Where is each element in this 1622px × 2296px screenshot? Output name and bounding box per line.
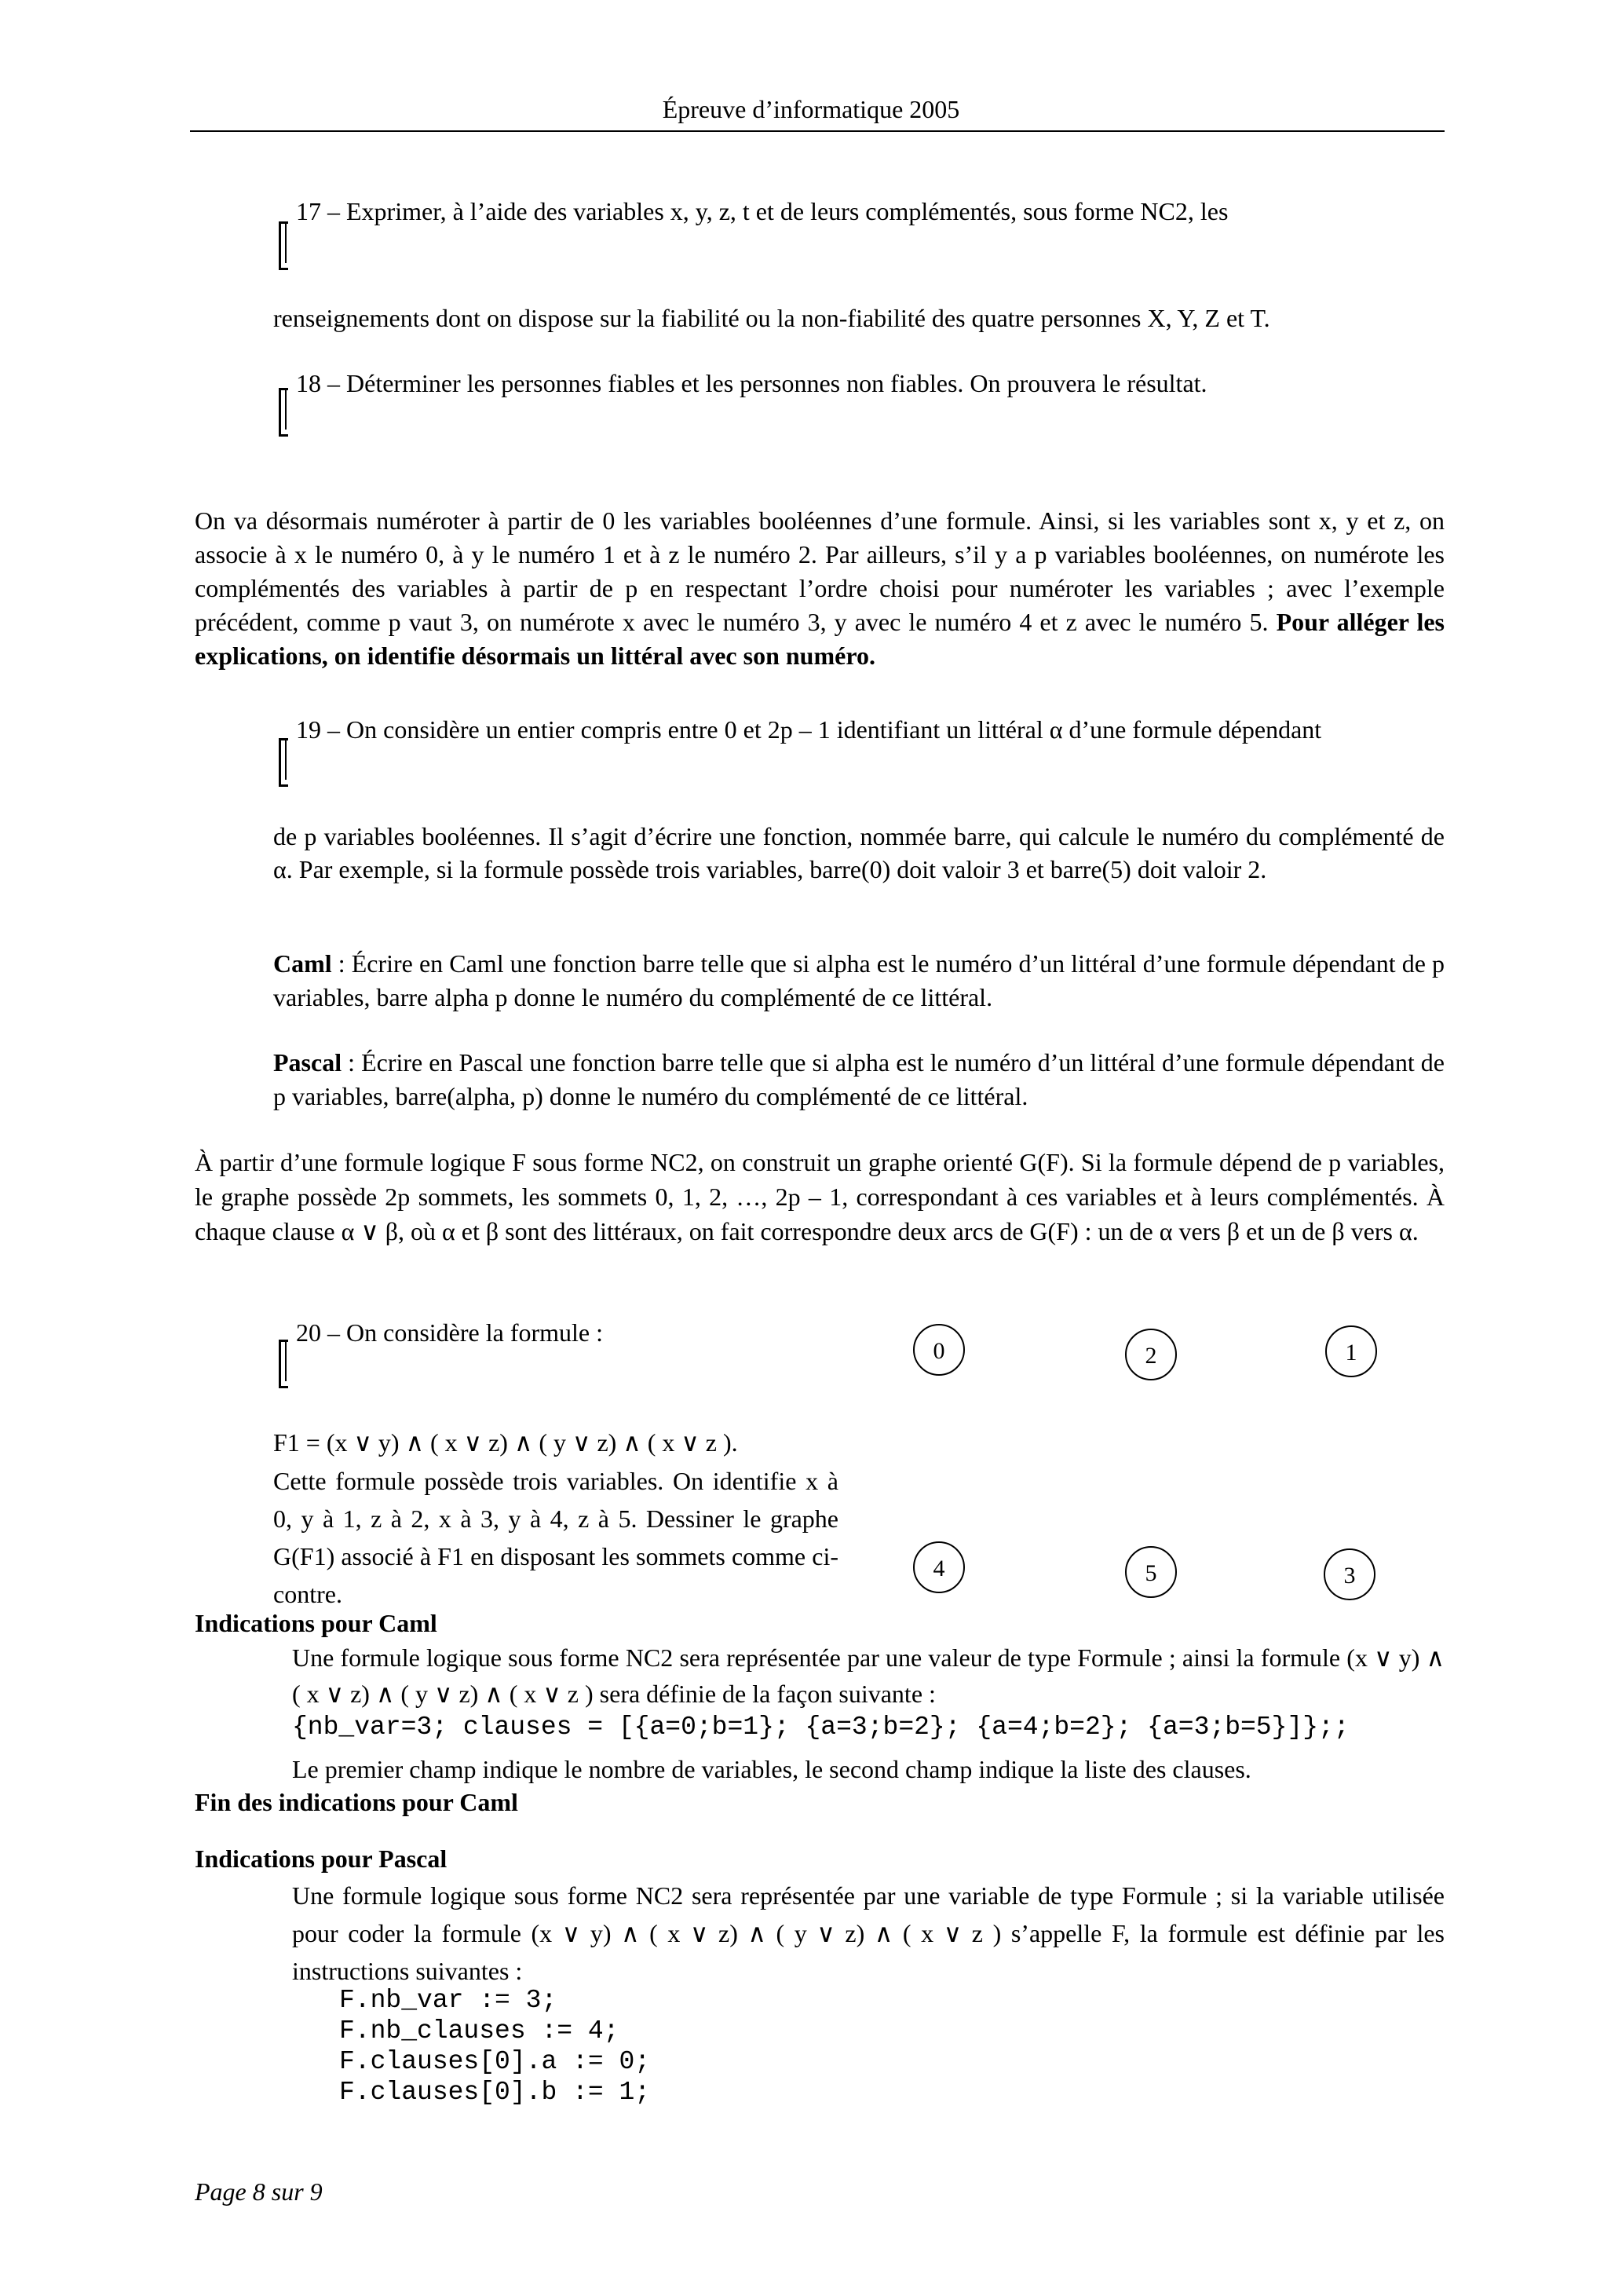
- page-header-title: Épreuve d’informatique 2005: [662, 95, 960, 123]
- pascal-code-line: F.nb_clauses := 4;: [339, 2016, 619, 2046]
- q20-lead: 20 – On considère la formule :: [296, 1318, 603, 1347]
- caml-indications-title: Indications pour Caml: [195, 1609, 437, 1637]
- intro-paragraph: [195, 504, 1445, 673]
- pascal-code-line: F.clauses[0].b := 1;: [339, 2078, 651, 2107]
- caml-indications-end: Fin des indications pour Caml: [195, 1788, 518, 1816]
- intro-text-end: z avec le numéro 5.: [1065, 608, 1269, 636]
- question-marker-icon: [279, 738, 288, 787]
- q18-text: 18 – Déterminer les personnes fiables et les personnes non fiables. On prouvera le résultat.: [296, 369, 1207, 397]
- caml-text: : Écrire en Caml une fonction barre telle que si alpha est le numéro d’un littéral d’une formule dépendant de p variables, barre alpha p donne le numéro du complémenté de ce littéral.: [273, 949, 1445, 1011]
- pascal-label: Pascal: [273, 1048, 342, 1077]
- q19-caml: [273, 947, 1445, 1015]
- header-rule: [190, 130, 1445, 132]
- question-marker-icon: [279, 1340, 288, 1388]
- page-footer: Page 8 sur 9: [195, 2177, 323, 2206]
- q20-formula: F1 = (x ∨ y) ∧ ( x ∨ z) ∧ ( y ∨ z) ∧ ( x ∨ z ).: [273, 1428, 738, 1457]
- intro-text: On va désormais numéroter à partir de 0 les variables booléennes d’une formule. Ainsi, si les variables sont x, y et z, on associe à x le numéro 0, à y le numéro 1 et à z le numéro 2. Par ailleurs, s’il y a p variables booléennes, on numérote les complémentés des variables à partir de p en respectant l’ordre choisi pour numéroter les variables ; avec l’exemple précédent, comme p vaut 3, on numérote x avec le numéro 3, y avec le numéro 4 et: [195, 506, 1445, 636]
- question-marker-icon: [279, 221, 288, 270]
- pascal-text: : Écrire en Pascal une fonction barre telle que si alpha est le numéro d’un littéral d’une formule dépendant de p variables, barre(alpha, p) donne le numéro du complémenté de ce littéral.: [273, 1048, 1445, 1110]
- pascal-code-line: F.clauses[0].a := 0;: [339, 2047, 651, 2076]
- q19-continuation: de p variables booléennes. Il s’agit d’écrire une fonction, nommée barre, qui calcule le numéro du complémenté de α. Par exemple, si la formule possède trois variables, barre(0) doit valoir 3 et barre(5) doit valoir 2.: [273, 822, 1445, 883]
- q17-continuation: renseignements dont on dispose sur la fiabilité ou la non-fiabilité des quatre personnes X, Y, Z et T.: [273, 304, 1270, 332]
- q20-text: Cette formule possède trois variables. On identifie x à 0, y à 1, z à 2, x à 3, y à 4, z à 5. Dessiner le graphe G(F1) associé à F1 en disposant les sommets comme ci-contre.: [273, 1467, 838, 1608]
- q17-lead: 17 – Exprimer, à l’aide des variables x, y, z, t et de leurs complémentés, sous forme NC2, les: [296, 197, 1229, 225]
- graph-intro: À partir d’une formule logique F sous forme NC2, on construit un graphe orienté G(F). Si la formule dépend de p variables, le graphe possède 2p sommets, les sommets 0, 1, 2, …, 2p – 1, correspondant à ces variables et à leurs complémentés. À chaque clause α ∨ β, où α et β sont des littéraux, on fait correspondre deux arcs de G(F) : un de α vers β et un de β vers α.: [195, 1148, 1445, 1245]
- pascal-indications-title: Indications pour Pascal: [195, 1844, 448, 1873]
- graph-node: 1: [1325, 1325, 1377, 1377]
- caml-indications-text: Une formule logique sous forme NC2 sera représentée par une valeur de type Formule ; ainsi la formule (x ∨ y) ∧ ( x ∨ z) ∧ ( y ∨ z) ∧ ( x ∨ z ) sera définie de la façon suivante :: [292, 1643, 1445, 1708]
- caml-code: {nb_var=3; clauses = [{a=0;b=1}; {a=3;b=2}; {a=4;b=2}; {a=3;b=5}]};;: [292, 1713, 1350, 1742]
- caml-indications-note: Le premier champ indique le nombre de variables, le second champ indique la liste des clauses.: [292, 1755, 1251, 1783]
- q19-pascal: [273, 1046, 1445, 1113]
- graph-node: 4: [913, 1541, 965, 1593]
- graph-node: 3: [1324, 1548, 1375, 1600]
- intro-bold: Pour alléger les explications, on identifie désormais un littéral avec son numéro.: [195, 608, 1445, 670]
- graph-node: 2: [1125, 1329, 1177, 1380]
- pascal-indications-text: Une formule logique sous forme NC2 sera représentée par une variable de type Formule ; si la variable utilisée pour coder la formule (x ∨ y) ∧ ( x ∨ z) ∧ ( y ∨ z) ∧ ( x ∨ z ) s’appelle F, la formule est définie par les instructions suivantes :: [292, 1881, 1445, 1985]
- q19-lead: 19 – On considère un entier compris entre 0 et 2p – 1 identifiant un littéral α d’une formule dépendant: [296, 715, 1322, 744]
- graph-node: 5: [1125, 1546, 1177, 1598]
- pascal-code-line: F.nb_var := 3;: [339, 1986, 557, 2015]
- graph-node: 0: [913, 1324, 965, 1376]
- question-marker-icon: [279, 388, 288, 437]
- caml-label: Caml: [273, 949, 332, 978]
